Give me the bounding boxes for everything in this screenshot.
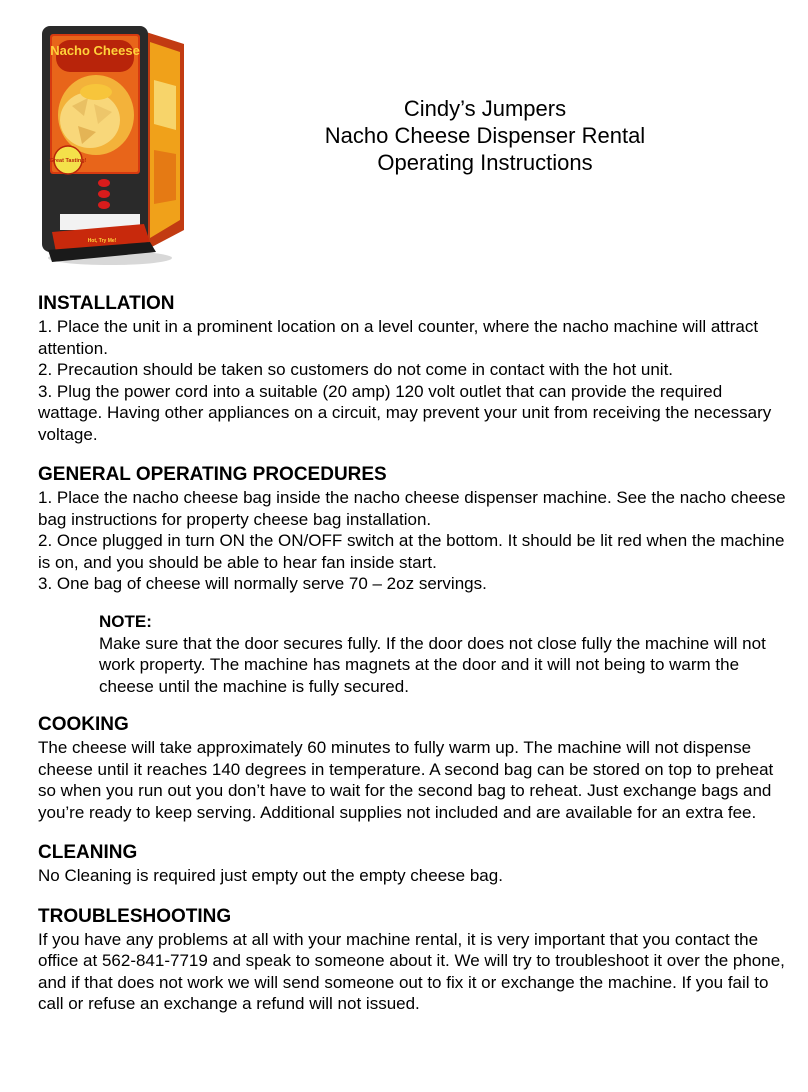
installation-item: 1. Place the unit in a prominent location on a level counter, where the nacho machine will attract attention. [38,317,759,358]
general-item: 3. One bag of cheese will normally serve 70 – 2oz servings. [38,574,487,593]
general-heading: GENERAL OPERATING PROCEDURES [38,464,387,485]
troubleshooting-text: If you have any problems at all with your machine rental, it is very important that you contact the office at 562-841-7719 and speak to someone about it. We will try to troubleshoot it over the phone, and if that does not work we will send someone out to fix it or exchange the machine. If you fail to call or refuse an exchange a refund will not issued. [38,929,785,1013]
doc-title: Operating Instructions [377,150,593,175]
cooking-heading: COOKING [38,714,129,735]
general-item: 1. Place the nacho cheese bag inside the nacho cheese dispenser machine. See the nacho cheese bag instructions for property cheese bag installation. [38,488,786,529]
cooking-text: The cheese will take approximately 60 minutes to fully warm up. The machine will not dispense cheese until it reaches 140 degrees in temperature. A second bag can be stored on top to preheat so when you run out you don’t have to wait for the second bag to reheat. Just exchange bags and you’re ready to keep serving. Additional supplies not included and are available for an extra fee. [38,738,774,822]
installation-item: 3. Plug the power cord into a suitable (20 amp) 120 volt outlet that can provide the required wattage. Having other appliances on a circuit, may prevent your unit from receiving the necessary voltage. [38,381,772,444]
note-heading: NOTE: [99,611,152,631]
cleaning-heading: CLEANING [38,842,138,863]
troubleshooting-heading: TROUBLESHOOTING [38,905,232,927]
installation-section [38,292,788,445]
installation-item: 2. Precaution should be taken so customers do not come in contact with the hot unit. [38,360,674,379]
nacho-machine-image [38,20,188,268]
general-item: 2. Once plugged in turn ON the ON/OFF switch at the bottom. It should be lit red when the machine is on, and you should be able to hear fan inside start. [38,531,785,572]
troubleshooting-section [38,905,788,1015]
machine-brand-text: Nacho Cheese [50,43,140,58]
general-section [38,463,788,595]
product-name: Nacho Cheese Dispenser Rental [324,123,646,148]
machine-badge-text: Great Tasting! [49,158,87,164]
document-title [250,95,720,176]
cooking-section [38,713,788,823]
cleaning-section [38,841,788,887]
machine-tray-text: Hot, Try Me! [87,238,117,244]
note-text: Make sure that the door secures fully. If the door does not close fully the machine will not work property. The machine has magnets at the door and it will not being to warm the cheese until the machine is fully secured. [99,633,766,696]
note-block [99,611,788,698]
cleaning-text: No Cleaning is required just empty out the empty cheese bag. [38,866,503,885]
installation-heading: INSTALLATION [38,293,175,314]
instructions-body [38,292,788,1033]
company-name: Cindy’s Jumpers [403,96,567,121]
